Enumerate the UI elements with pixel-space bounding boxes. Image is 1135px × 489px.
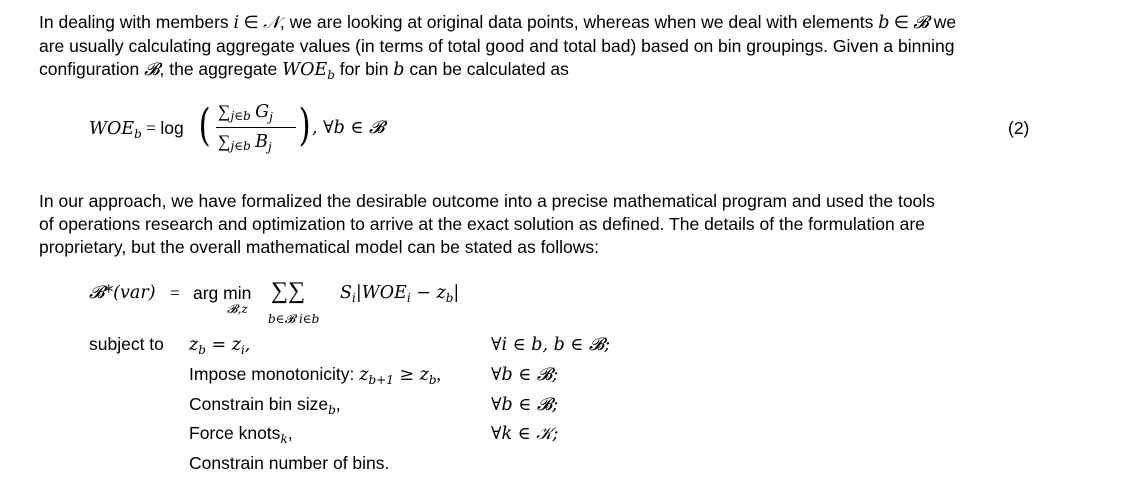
fraction-denominator: ∑j∈b $B_j$ (218, 131, 272, 154)
model-lhs: 𝓑*(var) (89, 283, 156, 303)
left-paren: ( (198, 100, 211, 151)
paragraph-intro (39, 11, 1034, 87)
constraint-3: Constrain bin size$_b$, (189, 394, 341, 417)
fraction-numerator: ∑j∈b $G_j$ (218, 101, 273, 124)
constraint-4: Force knots$_k$, (189, 423, 293, 446)
paragraph-intro-line-1: In dealing with members i ∈ 𝒩, we are looking at original data points, whereas when we deal with elements b ∈ 𝓑 we (39, 12, 957, 33)
right-paren: ) (298, 100, 311, 151)
argmin-subscript: 𝓑,z (227, 302, 248, 316)
double-sum: ∑∑ (271, 278, 306, 304)
fraction-bar (216, 127, 296, 128)
constraint-1: $z_b = z_i$, (189, 335, 251, 357)
equation-2-lhs: $WOE_b = \log$ (89, 118, 184, 141)
double-sum-subscript: b∈𝓑 i∈b (268, 312, 320, 326)
equation-2-domain: , ∀b ∈ 𝓑 (312, 118, 385, 138)
constraint-1-domain: ∀i ∈ b, b ∈ 𝓑; (491, 335, 611, 355)
paragraph-approach-line-1: In our approach, we have formalized the desirable outcome into a precise mathematical program and used the tools (39, 191, 935, 211)
paragraph-approach (39, 190, 1034, 259)
paragraph-approach-line-3: proprietary, but the overall mathematical model can be stated as follows: (39, 237, 599, 257)
argmin-operator: arg min (193, 283, 252, 303)
constraint-5: Constrain number of bins. (189, 453, 390, 473)
equation-number: (2) (1008, 118, 1030, 138)
objective: $S_i|WOE_i - z_b|$ (340, 283, 460, 305)
constraint-2: Impose monotonicity: $z_{b+1} \ge z_b$, (189, 364, 441, 387)
constraint-4-domain: ∀k ∈ 𝒦; (491, 424, 559, 444)
model-equals: = (170, 283, 180, 303)
constraint-2-domain: ∀b ∈ 𝓑; (491, 365, 559, 385)
constraint-3-domain: ∀b ∈ 𝓑; (491, 395, 559, 415)
paragraph-intro-line-3: configuration 𝓑, the aggregate $WOE_b$ for bin b can be calculated as (39, 59, 569, 82)
paragraph-approach-line-2: of operations research and optimization to arrive at the exact solution as defined. The details of the formulation are (39, 214, 925, 234)
paragraph-intro-line-2: are usually calculating aggregate values (in terms of total good and total bad) based on bin groupings. Given a binning (39, 36, 955, 56)
subject-to-label: subject to (89, 334, 164, 354)
